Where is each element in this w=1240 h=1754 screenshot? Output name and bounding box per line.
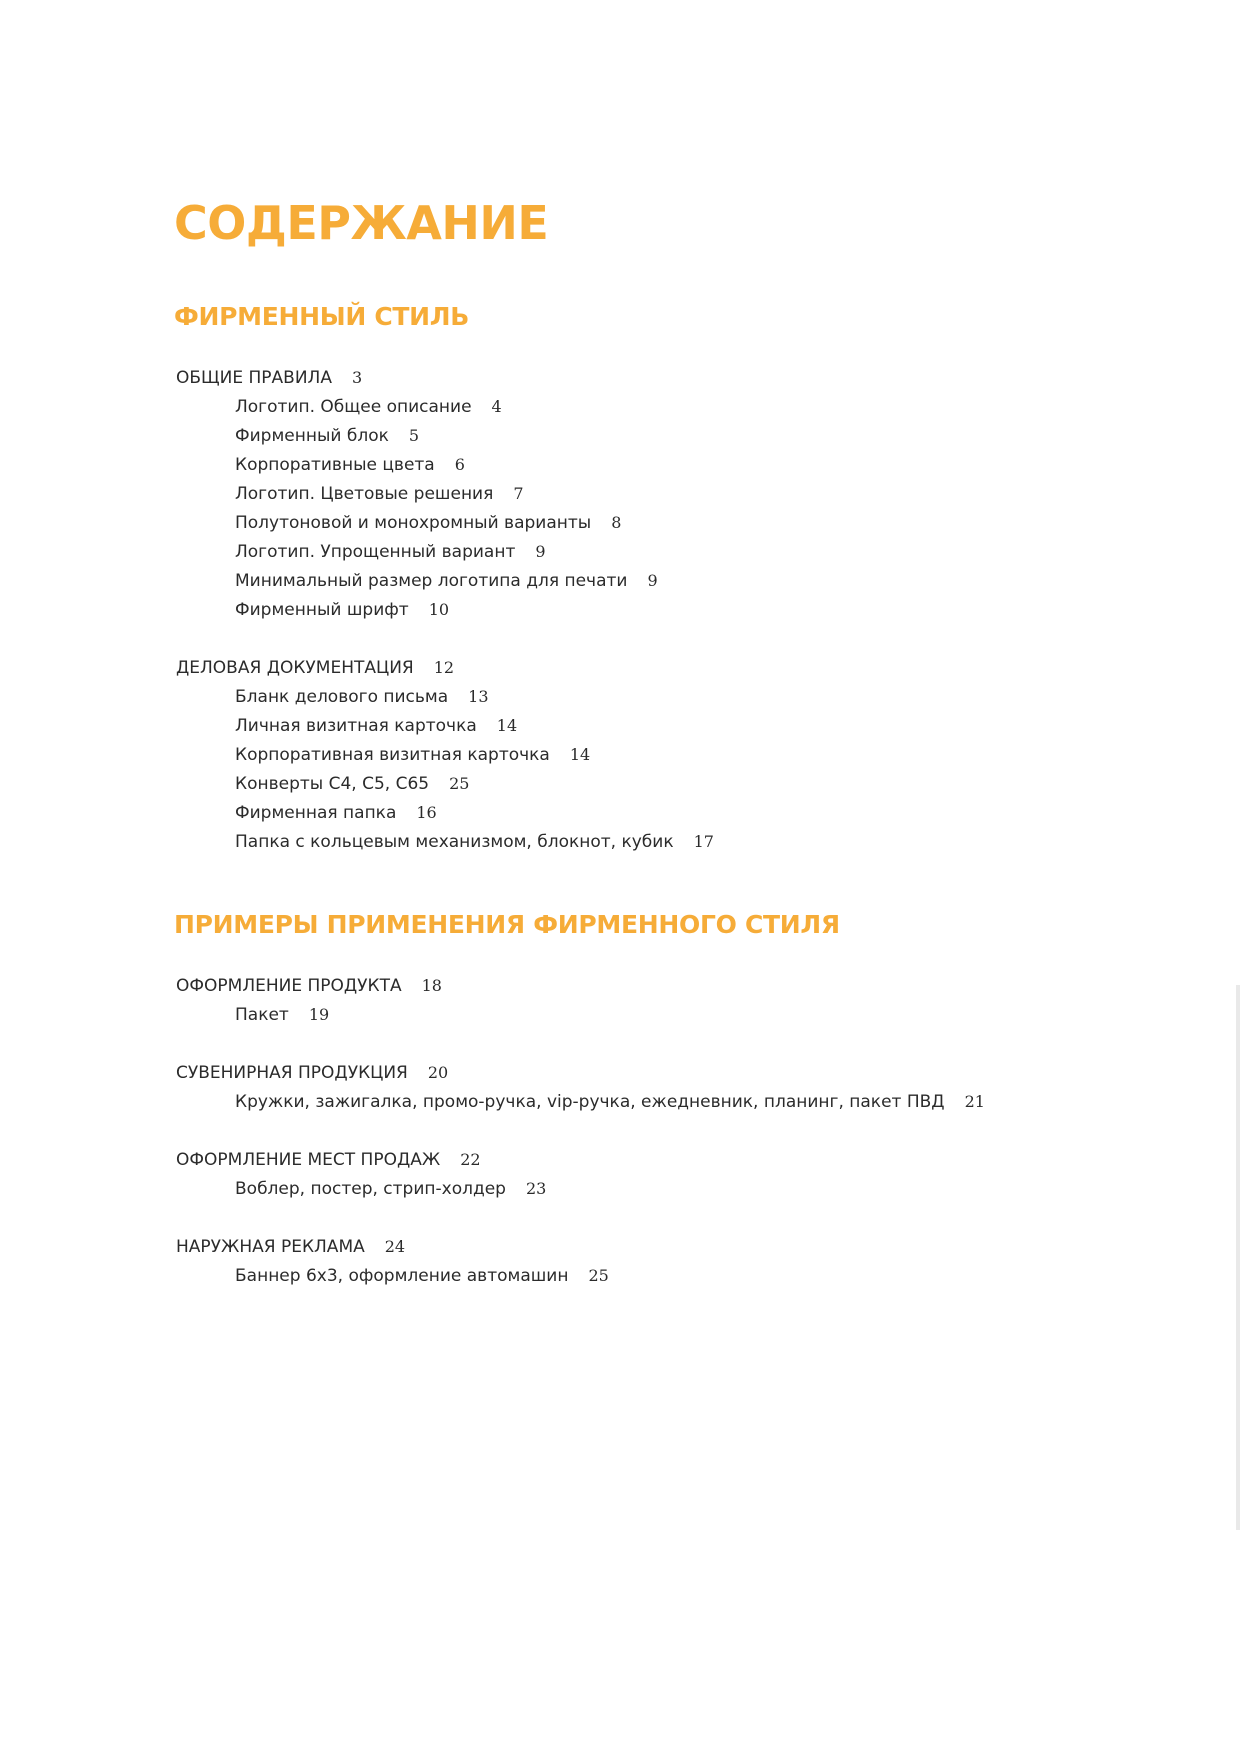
- toc-item[interactable]: [235, 740, 590, 770]
- toc-group-label: СУВЕНИРНАЯ ПРОДУКЦИЯ: [176, 1063, 408, 1083]
- toc-page-number: 25: [449, 774, 470, 793]
- toc-item-label: Корпоративные цвета: [235, 455, 435, 475]
- toc-group-label: ОФОРМЛЕНИЕ ПРОДУКТА: [176, 976, 402, 996]
- toc-item-label: Минимальный размер логотипа для печати: [235, 571, 628, 591]
- toc-item[interactable]: [235, 1174, 546, 1204]
- toc-group-business-docs[interactable]: [176, 653, 454, 683]
- toc-group-general-rules[interactable]: [176, 363, 362, 393]
- toc-group-point-of-sale[interactable]: [176, 1145, 481, 1175]
- toc-page-number: 3: [351, 368, 363, 387]
- toc-page-number: 18: [421, 976, 442, 995]
- toc-item[interactable]: [235, 711, 517, 741]
- toc-group-label: НАРУЖНАЯ РЕКЛАМА: [176, 1237, 365, 1257]
- toc-page-number: 17: [693, 832, 714, 851]
- toc-item[interactable]: [235, 769, 469, 799]
- toc-page-number: 4: [491, 397, 502, 416]
- toc-item[interactable]: [235, 1261, 609, 1291]
- toc-item[interactable]: [235, 682, 489, 712]
- toc-item[interactable]: [235, 392, 502, 422]
- toc-item-label: Кружки, зажигалка, промо-ручка, vip-ручка, ежедневник, планинг, пакет ПВД: [235, 1092, 945, 1112]
- toc-page-number: 13: [468, 687, 489, 706]
- toc-page-number: 25: [588, 1266, 609, 1285]
- toc-page-number: 6: [454, 455, 465, 474]
- toc-item[interactable]: [235, 421, 419, 451]
- toc-page-number: 9: [647, 571, 658, 590]
- toc-group-label: ДЕЛОВАЯ ДОКУМЕНТАЦИЯ: [176, 658, 414, 678]
- toc-item-label: Логотип. Общее описание: [235, 397, 472, 417]
- toc-page-number: 14: [569, 745, 591, 764]
- page-title: СОДЕРЖАНИЕ: [174, 196, 549, 250]
- toc-item[interactable]: [235, 566, 658, 596]
- toc-item-label: Баннер 6х3, оформление автомашин: [235, 1266, 569, 1286]
- toc-item[interactable]: [235, 798, 437, 828]
- toc-page-number: 5: [408, 426, 420, 445]
- toc-page-number: 9: [535, 542, 546, 561]
- page-edge-shadow: [1236, 985, 1240, 1530]
- toc-group-product-design[interactable]: [176, 971, 442, 1001]
- toc-page-number: 16: [416, 803, 437, 822]
- toc-item[interactable]: [235, 508, 621, 538]
- toc-group-souvenirs[interactable]: [176, 1058, 448, 1088]
- toc-item-label: Фирменный шрифт: [235, 600, 409, 620]
- toc-item-label: Папка с кольцевым механизмом, блокнот, кубик: [235, 832, 674, 852]
- toc-group-label: ОФОРМЛЕНИЕ МЕСТ ПРОДАЖ: [176, 1150, 441, 1170]
- toc-item-label: Воблер, постер, стрип-холдер: [235, 1179, 506, 1199]
- toc-item[interactable]: [235, 1000, 329, 1030]
- toc-page-number: 10: [428, 600, 450, 619]
- toc-item-label: Логотип. Упрощенный вариант: [235, 542, 516, 562]
- toc-item[interactable]: [235, 450, 465, 480]
- toc-item-label: Фирменный блок: [235, 426, 389, 446]
- toc-page-number: 7: [513, 484, 524, 503]
- toc-page-number: 12: [433, 658, 455, 677]
- toc-group-label: ОБЩИЕ ПРАВИЛА: [176, 368, 332, 388]
- toc-item[interactable]: [235, 537, 546, 567]
- toc-page-number: 8: [611, 513, 622, 532]
- toc-item-label: Конверты С4, С5, С65: [235, 774, 430, 794]
- toc-page-number: 20: [427, 1063, 449, 1082]
- toc-page-number: 21: [964, 1092, 985, 1111]
- toc-item-label: Фирменная папка: [235, 803, 397, 823]
- toc-item-label: Пакет: [235, 1005, 289, 1025]
- toc-item-label: Полутоновой и монохромный варианты: [235, 513, 592, 533]
- toc-item-label: Корпоративная визитная карточка: [235, 745, 550, 765]
- toc-item[interactable]: [235, 1087, 985, 1117]
- toc-item-label: Логотип. Цветовые решения: [235, 484, 494, 504]
- toc-item-label: Бланк делового письма: [235, 687, 449, 707]
- toc-item-label: Личная визитная карточка: [235, 716, 477, 736]
- toc-item[interactable]: [235, 827, 714, 857]
- toc-item[interactable]: [235, 479, 524, 509]
- toc-page-number: 14: [496, 716, 518, 735]
- toc-item[interactable]: [235, 595, 449, 625]
- toc-group-outdoor-ads[interactable]: [176, 1232, 405, 1262]
- section-heading-style-examples: ПРИМЕРЫ ПРИМЕНЕНИЯ ФИРМЕННОГО СТИЛЯ: [174, 910, 840, 939]
- toc-page-number: 19: [308, 1005, 330, 1024]
- section-heading-corporate-style: ФИРМЕННЫЙ СТИЛЬ: [174, 302, 470, 331]
- toc-page-number: 24: [384, 1237, 406, 1256]
- toc-page-number: 22: [460, 1150, 481, 1169]
- toc-page-number: 23: [525, 1179, 547, 1198]
